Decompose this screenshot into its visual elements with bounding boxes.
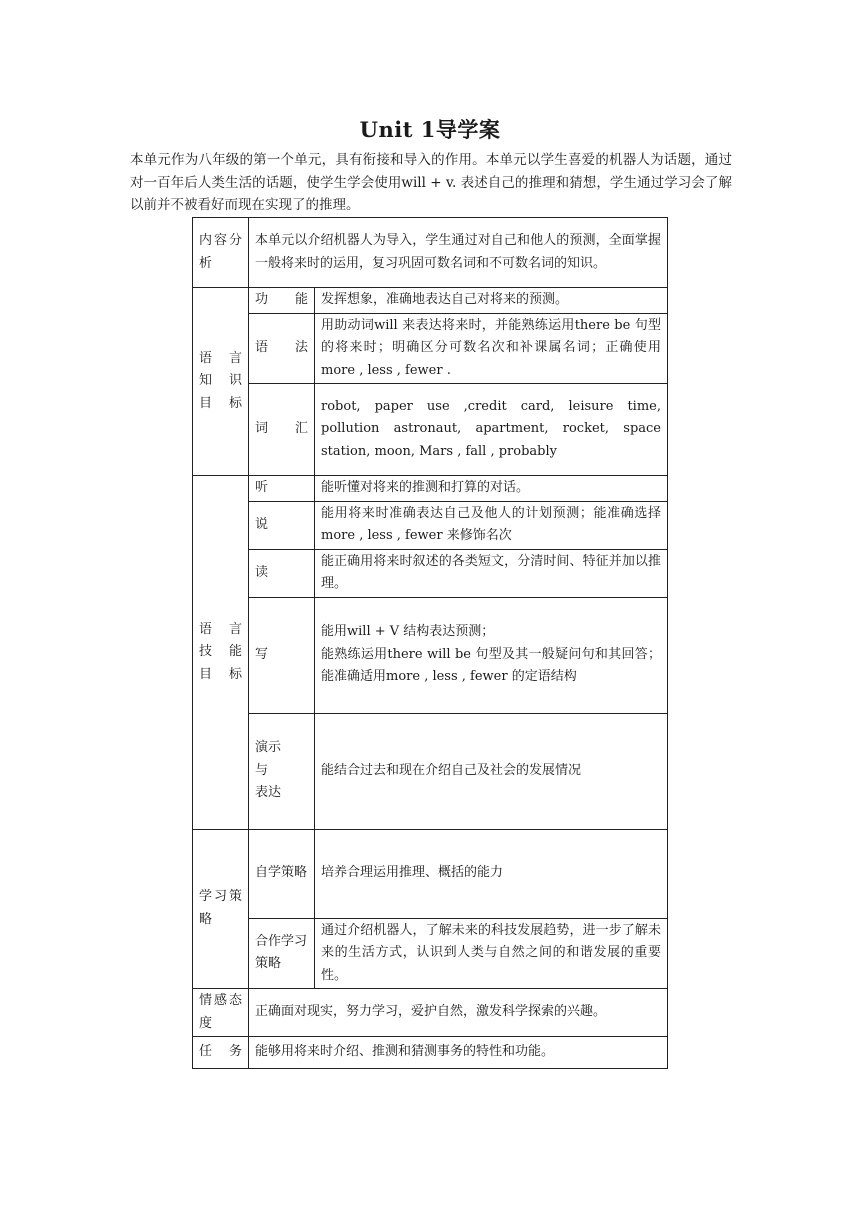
row-speaking	[193, 501, 668, 549]
label-attitude: 情感态度	[193, 989, 249, 1037]
label-vocabulary: 词 汇	[249, 384, 315, 476]
row-content-analysis	[193, 218, 668, 288]
writing-line-2: 能熟练运用there will be 句型及其一般疑问句和其回答；能准确适用more , less , fewer 的定语结构	[321, 646, 661, 685]
label-knowledge-goals: 语 言 知 识 目 标	[193, 288, 249, 476]
task-text: 能够用将来时介绍、推测和猜测事务的特性和功能。	[249, 1037, 668, 1069]
row-task	[193, 1037, 668, 1069]
label-function: 功 能	[249, 288, 315, 314]
row-presentation	[193, 713, 668, 829]
content-analysis-text: 本单元以介绍机器人为导入，学生通过对自己和他人的预测，全面掌握一般将来时的运用，复习巩固可数名词和不可数名词的知识。	[249, 218, 668, 288]
label-cooperative: 合作学习策略	[249, 918, 315, 989]
intro-paragraph: 本单元作为八年级的第一个单元，具有衔接和导入的作用。本单元以学生喜爱的机器人为话题，通过对一百年后人类生活的话题，使学生学会使用will + v. 表述自己的推理和猜想，学生通过学习会了解以前并不被看好而现在实现了的推理。	[130, 152, 732, 213]
label-presentation-line-2: 与	[255, 762, 269, 778]
label-writing: 写	[249, 597, 315, 713]
label-speaking: 说	[249, 501, 315, 549]
lesson-plan-table	[192, 217, 668, 1069]
function-text: 发挥想象，准确地表达自己对将来的预测。	[315, 288, 668, 314]
self-study-text: 培养合理运用推理、概括的能力	[315, 829, 668, 918]
label-self-study: 自学策略	[249, 829, 315, 918]
label-content-analysis: 内容分析	[193, 218, 249, 288]
row-cooperative	[193, 918, 668, 989]
row-writing	[193, 597, 668, 713]
writing-text	[315, 597, 668, 713]
label-reading: 读	[249, 549, 315, 597]
presentation-text: 能结合过去和现在介绍自己及社会的发展情况	[315, 713, 668, 829]
cooperative-text: 通过介绍机器人，了解未来的科技发展趋势，进一步了解未来的生活方式，认识到人类与自然之间的和谐发展的重要性。	[315, 918, 668, 989]
listening-text: 能听懂对将来的推测和打算的对话。	[315, 476, 668, 502]
label-task: 任 务	[193, 1037, 249, 1069]
label-grammar: 语 法	[249, 313, 315, 384]
page-title: Unit 1导学案	[359, 117, 501, 142]
vocabulary-text: robot, paper use ,credit card, leisure time, pollution astronaut, apartment, rocket, space station, moon, Mars , fall , probably	[315, 384, 668, 476]
row-listening	[193, 476, 668, 502]
label-listening: 听	[249, 476, 315, 502]
label-presentation-line-3: 表达	[255, 785, 282, 801]
writing-line-1: 能用will + V 结构表达预测；	[321, 624, 495, 640]
row-self-study	[193, 829, 668, 918]
row-attitude	[193, 989, 668, 1037]
row-function	[193, 288, 668, 314]
row-reading	[193, 549, 668, 597]
attitude-text: 正确面对现实，努力学习，爱护自然，激发科学探索的兴趣。	[249, 989, 668, 1037]
row-vocabulary	[193, 384, 668, 476]
row-grammar	[193, 313, 668, 384]
label-presentation	[249, 713, 315, 829]
label-learning-strategy: 学习策略	[193, 829, 249, 989]
reading-text: 能正确用将来时叙述的各类短文，分清时间、特征并加以推理。	[315, 549, 668, 597]
label-skill-goals: 语 言 技 能 目 标	[193, 476, 249, 830]
speaking-text: 能用将来时准确表达自己及他人的计划预测；能准确选择more , less , fewer 来修饰名次	[315, 501, 668, 549]
grammar-text: 用助动词will 来表达将来时，并能熟练运用there be 句型的将来时；明确区分可数名次和补课属名词；正确使用more , less , fewer .	[315, 313, 668, 384]
label-presentation-line-1: 演示	[255, 740, 282, 756]
